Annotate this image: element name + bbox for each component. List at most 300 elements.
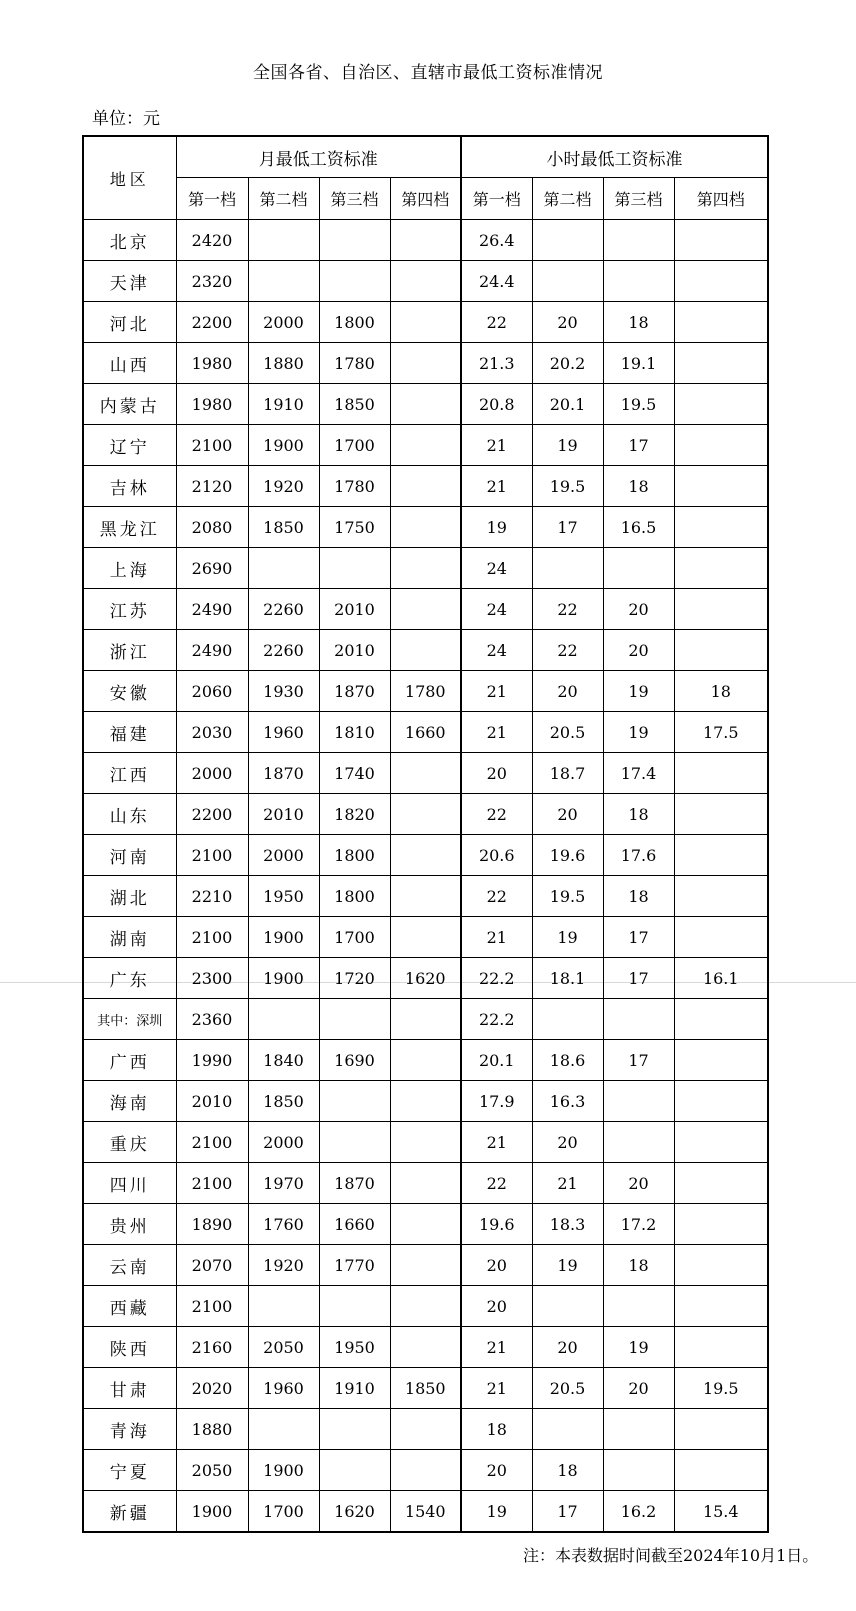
hourly-tier-4-cell — [674, 1409, 768, 1450]
hourly-tier-4-cell — [674, 589, 768, 630]
footnote: 注：本表数据时间截至2024年10月1日。 — [523, 1546, 819, 1565]
monthly-tier-1-cell: 1990 — [176, 1040, 248, 1081]
hourly-tier-2-cell — [532, 999, 603, 1040]
hourly-tier-2-cell: 19.6 — [532, 835, 603, 876]
region-cell: 贵州 — [83, 1204, 176, 1245]
hourly-tier-1-cell: 19 — [461, 1491, 532, 1533]
hourly-tier-3-cell: 18 — [603, 876, 674, 917]
region-cell: 新疆 — [83, 1491, 176, 1533]
hourly-tier-3-cell: 18 — [603, 1245, 674, 1286]
hourly-tier-1-cell: 22 — [461, 302, 532, 343]
monthly-tier-2-cell: 1700 — [248, 1491, 319, 1533]
hourly-tier-2-cell: 22 — [532, 630, 603, 671]
hourly-tier-3-cell: 17.4 — [603, 753, 674, 794]
hourly-tier-4-cell — [674, 1450, 768, 1491]
hourly-tier-4-cell — [674, 261, 768, 302]
table-row — [83, 1327, 768, 1368]
hourly-tier-1-cell: 26.4 — [461, 220, 532, 261]
monthly-tier-2-cell: 1840 — [248, 1040, 319, 1081]
hourly-tier-4-cell — [674, 794, 768, 835]
hourly-tier-2-cell — [532, 220, 603, 261]
monthly-tier-2-cell: 2050 — [248, 1327, 319, 1368]
monthly-tier-1-cell: 1890 — [176, 1204, 248, 1245]
hourly-tier-3-cell: 19 — [603, 712, 674, 753]
monthly-tier-4-cell: 1850 — [390, 1368, 461, 1409]
monthly-tier-1-cell: 2300 — [176, 958, 248, 999]
hourly-tier-3-cell — [603, 1081, 674, 1122]
hourly-tier-2-cell: 17 — [532, 507, 603, 548]
hourly-tier-1-cell: 20 — [461, 1450, 532, 1491]
hourly-tier-1-cell: 22 — [461, 876, 532, 917]
region-cell: 山东 — [83, 794, 176, 835]
table-row — [83, 425, 768, 466]
region-cell: 云南 — [83, 1245, 176, 1286]
hourly-tier-4-cell — [674, 1040, 768, 1081]
monthly-tier-4-cell — [390, 507, 461, 548]
monthly-tier-2-cell: 1760 — [248, 1204, 319, 1245]
table-row — [83, 917, 768, 958]
monthly-tier-2-cell: 1970 — [248, 1163, 319, 1204]
monthly-tier-4-cell — [390, 753, 461, 794]
table-row — [83, 712, 768, 753]
hourly-tier-2-cell: 19 — [532, 917, 603, 958]
hourly-tier-2-cell: 18.1 — [532, 958, 603, 999]
region-cell: 湖北 — [83, 876, 176, 917]
monthly-tier-4-cell — [390, 589, 461, 630]
monthly-tier-3-cell: 2010 — [319, 630, 390, 671]
hourly-tier-4-cell: 16.1 — [674, 958, 768, 999]
monthly-tier-1-cell: 2100 — [176, 425, 248, 466]
monthly-tier-2-cell: 1870 — [248, 753, 319, 794]
hourly-tier-1-cell: 22.2 — [461, 958, 532, 999]
hourly-tier-3-cell: 17 — [603, 1040, 674, 1081]
hourly-tier-2-cell: 19 — [532, 425, 603, 466]
monthly-tier-2-cell — [248, 261, 319, 302]
monthly-tier-4-cell — [390, 794, 461, 835]
hourly-tier-3-cell — [603, 1450, 674, 1491]
monthly-tier-3-cell: 1740 — [319, 753, 390, 794]
monthly-tier-4-cell — [390, 1286, 461, 1327]
hourly-tier-1-cell: 20.6 — [461, 835, 532, 876]
monthly-tier-2-cell: 1960 — [248, 1368, 319, 1409]
table-row — [83, 1081, 768, 1122]
monthly-tier-3-cell: 1780 — [319, 466, 390, 507]
hourly-tier-4-cell — [674, 630, 768, 671]
region-cell: 湖南 — [83, 917, 176, 958]
monthly-tier-3-cell: 1820 — [319, 794, 390, 835]
hourly-tier-1-cell: 24 — [461, 548, 532, 589]
monthly-tier-1-cell: 2080 — [176, 507, 248, 548]
hourly-tier-2-cell: 19 — [532, 1245, 603, 1286]
monthly-tier-4-cell: 1620 — [390, 958, 461, 999]
monthly-tier-4-cell — [390, 261, 461, 302]
hourly-tier-4-cell — [674, 1286, 768, 1327]
monthly-tier-3-cell: 1770 — [319, 1245, 390, 1286]
hourly-tier-3-cell: 16.5 — [603, 507, 674, 548]
monthly-tier-4-cell — [390, 1122, 461, 1163]
monthly-tier-2-cell: 2000 — [248, 1122, 319, 1163]
region-cell: 山西 — [83, 343, 176, 384]
hourly-tier-2-cell — [532, 548, 603, 589]
monthly-tier-1-cell: 1900 — [176, 1491, 248, 1533]
hourly-tier-2-cell: 20.5 — [532, 712, 603, 753]
hourly-tier-1-cell: 17.9 — [461, 1081, 532, 1122]
monthly-tier-4-cell: 1660 — [390, 712, 461, 753]
monthly-tier-1-cell: 2210 — [176, 876, 248, 917]
hourly-tier-3-cell: 20 — [603, 1368, 674, 1409]
hourly-tier-1-cell: 22 — [461, 1163, 532, 1204]
monthly-tier-2-cell — [248, 999, 319, 1040]
region-cell: 广东 — [83, 958, 176, 999]
region-cell: 重庆 — [83, 1122, 176, 1163]
table-row — [83, 1491, 768, 1533]
table-row — [83, 589, 768, 630]
monthly-tier-3-cell: 1620 — [319, 1491, 390, 1533]
hourly-tier-3-cell: 19 — [603, 1327, 674, 1368]
monthly-tier-2-cell: 2260 — [248, 589, 319, 630]
monthly-tier-4-cell — [390, 220, 461, 261]
hourly-tier-4-cell — [674, 425, 768, 466]
monthly-tier-3-cell — [319, 1081, 390, 1122]
region-cell: 吉林 — [83, 466, 176, 507]
monthly-tier-1-header: 第一档 — [176, 178, 248, 220]
hourly-tier-3-cell — [603, 220, 674, 261]
hourly-tier-1-cell: 21.3 — [461, 343, 532, 384]
minimum-wage-table — [82, 135, 769, 1533]
hourly-tier-3-cell: 19 — [603, 671, 674, 712]
monthly-tier-4-cell — [390, 876, 461, 917]
hourly-tier-4-cell — [674, 507, 768, 548]
hourly-tier-3-cell — [603, 548, 674, 589]
hourly-tier-4-cell — [674, 466, 768, 507]
hourly-tier-2-cell: 18.3 — [532, 1204, 603, 1245]
hourly-tier-1-cell: 21 — [461, 1122, 532, 1163]
hourly-tier-2-cell — [532, 261, 603, 302]
monthly-tier-2-cell: 1900 — [248, 425, 319, 466]
monthly-tier-1-cell: 2360 — [176, 999, 248, 1040]
hourly-tier-3-cell: 20 — [603, 630, 674, 671]
hourly-tier-1-cell: 19 — [461, 507, 532, 548]
monthly-tier-1-cell: 2200 — [176, 302, 248, 343]
monthly-tier-3-cell: 1800 — [319, 302, 390, 343]
hourly-tier-2-header: 第二档 — [532, 178, 603, 220]
hourly-tier-1-cell: 24 — [461, 589, 532, 630]
hourly-tier-1-cell: 20.1 — [461, 1040, 532, 1081]
hourly-tier-1-cell: 19.6 — [461, 1204, 532, 1245]
monthly-tier-2-cell — [248, 1409, 319, 1450]
monthly-tier-1-cell: 2030 — [176, 712, 248, 753]
table-row — [83, 1245, 768, 1286]
table-row — [83, 835, 768, 876]
hourly-tier-3-cell — [603, 1409, 674, 1450]
hourly-tier-4-cell: 15.4 — [674, 1491, 768, 1533]
monthly-tier-1-cell: 2690 — [176, 548, 248, 589]
hourly-tier-2-cell: 20 — [532, 1122, 603, 1163]
monthly-tier-4-cell — [390, 630, 461, 671]
hourly-tier-4-cell — [674, 302, 768, 343]
hourly-tier-1-cell: 21 — [461, 917, 532, 958]
hourly-tier-3-cell: 19.5 — [603, 384, 674, 425]
monthly-tier-1-cell: 2100 — [176, 1286, 248, 1327]
monthly-tier-2-cell: 2010 — [248, 794, 319, 835]
hourly-tier-2-cell: 20.2 — [532, 343, 603, 384]
hourly-tier-3-cell: 17 — [603, 958, 674, 999]
hourly-tier-2-cell: 20 — [532, 794, 603, 835]
hourly-tier-4-cell: 18 — [674, 671, 768, 712]
monthly-tier-3-cell: 1700 — [319, 917, 390, 958]
monthly-tier-4-cell — [390, 343, 461, 384]
monthly-tier-3-cell: 1810 — [319, 712, 390, 753]
monthly-tier-1-cell: 1880 — [176, 1409, 248, 1450]
hourly-tier-3-cell: 20 — [603, 1163, 674, 1204]
monthly-tier-4-cell — [390, 1204, 461, 1245]
hourly-tier-3-cell — [603, 261, 674, 302]
monthly-tier-4-cell — [390, 1163, 461, 1204]
table-row — [83, 1450, 768, 1491]
region-cell: 其中：深圳 — [83, 999, 176, 1040]
hourly-tier-4-cell — [674, 999, 768, 1040]
monthly-tier-2-cell: 1900 — [248, 1450, 319, 1491]
monthly-tier-4-cell — [390, 1040, 461, 1081]
monthly-tier-1-cell: 2050 — [176, 1450, 248, 1491]
region-cell: 上海 — [83, 548, 176, 589]
monthly-tier-2-cell: 1960 — [248, 712, 319, 753]
hourly-tier-3-cell: 18 — [603, 302, 674, 343]
hourly-tier-4-cell — [674, 1163, 768, 1204]
region-cell: 浙江 — [83, 630, 176, 671]
monthly-tier-2-cell: 1900 — [248, 917, 319, 958]
monthly-tier-1-cell: 2100 — [176, 1163, 248, 1204]
table-row — [83, 958, 768, 999]
hourly-tier-4-cell — [674, 548, 768, 589]
table-row — [83, 1122, 768, 1163]
monthly-tier-2-cell: 1900 — [248, 958, 319, 999]
monthly-tier-1-cell: 2490 — [176, 630, 248, 671]
monthly-tier-3-cell: 1720 — [319, 958, 390, 999]
hourly-tier-4-cell — [674, 220, 768, 261]
monthly-tier-3-cell: 1750 — [319, 507, 390, 548]
monthly-tier-1-cell: 1980 — [176, 343, 248, 384]
monthly-tier-3-cell: 1800 — [319, 876, 390, 917]
monthly-tier-2-header: 第二档 — [248, 178, 319, 220]
hourly-tier-1-cell: 20 — [461, 753, 532, 794]
region-cell: 青海 — [83, 1409, 176, 1450]
hourly-tier-2-cell: 20.5 — [532, 1368, 603, 1409]
hourly-tier-1-cell: 21 — [461, 712, 532, 753]
hourly-tier-1-header: 第一档 — [461, 178, 532, 220]
region-cell: 西藏 — [83, 1286, 176, 1327]
monthly-tier-3-cell: 1780 — [319, 343, 390, 384]
region-cell: 河北 — [83, 302, 176, 343]
monthly-tier-3-cell: 2010 — [319, 589, 390, 630]
hourly-tier-4-cell — [674, 835, 768, 876]
unit-label: 单位：元 — [92, 109, 160, 129]
hourly-tier-3-cell: 17.2 — [603, 1204, 674, 1245]
region-cell: 江苏 — [83, 589, 176, 630]
monthly-tier-3-cell — [319, 1450, 390, 1491]
region-cell: 安徽 — [83, 671, 176, 712]
monthly-tier-4-cell — [390, 384, 461, 425]
table-row — [83, 220, 768, 261]
monthly-tier-4-cell: 1780 — [390, 671, 461, 712]
monthly-tier-2-cell: 1850 — [248, 1081, 319, 1122]
region-cell: 辽宁 — [83, 425, 176, 466]
monthly-tier-2-cell — [248, 220, 319, 261]
table-row — [83, 630, 768, 671]
hourly-tier-4-cell — [674, 1081, 768, 1122]
hourly-tier-1-cell: 20 — [461, 1245, 532, 1286]
region-cell: 内蒙古 — [83, 384, 176, 425]
region-cell: 北京 — [83, 220, 176, 261]
hourly-tier-2-cell: 19.5 — [532, 466, 603, 507]
monthly-tier-4-cell — [390, 1327, 461, 1368]
monthly-tier-3-cell: 1910 — [319, 1368, 390, 1409]
monthly-tier-4-cell — [390, 302, 461, 343]
hourly-tier-3-cell: 20 — [603, 589, 674, 630]
monthly-tier-3-cell: 1850 — [319, 384, 390, 425]
monthly-tier-3-cell: 1700 — [319, 425, 390, 466]
hourly-tier-2-cell — [532, 1409, 603, 1450]
document-title: 全国各省、自治区、直辖市最低工资标准情况 — [253, 63, 603, 83]
monthly-tier-1-cell: 2070 — [176, 1245, 248, 1286]
hourly-tier-3-cell: 19.1 — [603, 343, 674, 384]
monthly-tier-3-cell — [319, 1409, 390, 1450]
monthly-tier-1-cell: 2000 — [176, 753, 248, 794]
monthly-tier-4-cell — [390, 548, 461, 589]
table-row — [83, 343, 768, 384]
hourly-tier-3-header: 第三档 — [603, 178, 674, 220]
monthly-tier-3-cell: 1950 — [319, 1327, 390, 1368]
hourly-tier-2-cell: 21 — [532, 1163, 603, 1204]
monthly-tier-4-cell — [390, 425, 461, 466]
region-cell: 天津 — [83, 261, 176, 302]
monthly-tier-3-cell: 1660 — [319, 1204, 390, 1245]
hourly-tier-2-cell: 16.3 — [532, 1081, 603, 1122]
hourly-tier-1-cell: 21 — [461, 466, 532, 507]
hourly-tier-3-cell — [603, 1122, 674, 1163]
monthly-tier-3-cell: 1800 — [319, 835, 390, 876]
monthly-tier-4-cell: 1540 — [390, 1491, 461, 1533]
monthly-tier-1-cell: 2160 — [176, 1327, 248, 1368]
monthly-tier-1-cell: 2490 — [176, 589, 248, 630]
monthly-tier-1-cell: 2120 — [176, 466, 248, 507]
hourly-tier-1-cell: 21 — [461, 425, 532, 466]
hourly-tier-4-cell — [674, 753, 768, 794]
table-row — [83, 999, 768, 1040]
hourly-tier-3-cell — [603, 999, 674, 1040]
region-header: 地区 — [83, 136, 176, 220]
hourly-tier-2-cell: 18.7 — [532, 753, 603, 794]
region-cell: 广西 — [83, 1040, 176, 1081]
table-row — [83, 384, 768, 425]
table-row — [83, 548, 768, 589]
hourly-tier-3-cell: 17 — [603, 425, 674, 466]
table-row — [83, 1204, 768, 1245]
monthly-tier-1-cell: 2100 — [176, 835, 248, 876]
hourly-tier-4-cell — [674, 1245, 768, 1286]
hourly-header: 小时最低工资标准 — [461, 136, 768, 178]
hourly-tier-3-cell: 18 — [603, 466, 674, 507]
table-row — [83, 876, 768, 917]
hourly-tier-1-cell: 21 — [461, 671, 532, 712]
monthly-tier-3-cell: 1690 — [319, 1040, 390, 1081]
hourly-tier-4-cell — [674, 384, 768, 425]
monthly-tier-3-cell — [319, 261, 390, 302]
region-cell: 江西 — [83, 753, 176, 794]
hourly-tier-2-cell: 17 — [532, 1491, 603, 1533]
monthly-tier-3-cell — [319, 999, 390, 1040]
monthly-tier-2-cell: 1910 — [248, 384, 319, 425]
table-row — [83, 1040, 768, 1081]
monthly-tier-2-cell: 1920 — [248, 1245, 319, 1286]
monthly-tier-3-cell: 1870 — [319, 671, 390, 712]
hourly-tier-2-cell: 18 — [532, 1450, 603, 1491]
monthly-tier-1-cell: 2020 — [176, 1368, 248, 1409]
hourly-tier-4-cell — [674, 876, 768, 917]
monthly-tier-4-cell — [390, 1409, 461, 1450]
hourly-tier-1-cell: 24.4 — [461, 261, 532, 302]
hourly-tier-1-cell: 20.8 — [461, 384, 532, 425]
monthly-tier-4-cell — [390, 1245, 461, 1286]
monthly-tier-3-header: 第三档 — [319, 178, 390, 220]
hourly-tier-1-cell: 22 — [461, 794, 532, 835]
region-cell: 陕西 — [83, 1327, 176, 1368]
table-row — [83, 261, 768, 302]
hourly-tier-2-cell: 22 — [532, 589, 603, 630]
table-row — [83, 466, 768, 507]
monthly-tier-3-cell — [319, 548, 390, 589]
table-row — [83, 1409, 768, 1450]
monthly-tier-1-cell: 2200 — [176, 794, 248, 835]
monthly-tier-3-cell: 1870 — [319, 1163, 390, 1204]
hourly-tier-4-cell — [674, 343, 768, 384]
monthly-tier-1-cell: 2010 — [176, 1081, 248, 1122]
hourly-tier-4-cell: 17.5 — [674, 712, 768, 753]
hourly-tier-3-cell: 18 — [603, 794, 674, 835]
hourly-tier-2-cell — [532, 1286, 603, 1327]
monthly-tier-1-cell: 1980 — [176, 384, 248, 425]
hourly-tier-2-cell: 19.5 — [532, 876, 603, 917]
hourly-tier-2-cell: 18.6 — [532, 1040, 603, 1081]
monthly-tier-4-cell — [390, 917, 461, 958]
monthly-tier-2-cell: 1850 — [248, 507, 319, 548]
hourly-tier-1-cell: 18 — [461, 1409, 532, 1450]
monthly-tier-4-cell — [390, 1081, 461, 1122]
monthly-tier-1-cell: 2420 — [176, 220, 248, 261]
region-cell: 河南 — [83, 835, 176, 876]
hourly-tier-1-cell: 24 — [461, 630, 532, 671]
hourly-tier-2-cell: 20 — [532, 671, 603, 712]
table-row — [83, 1163, 768, 1204]
region-cell: 四川 — [83, 1163, 176, 1204]
monthly-tier-4-cell — [390, 835, 461, 876]
hourly-tier-1-cell: 21 — [461, 1368, 532, 1409]
hourly-tier-4-cell — [674, 1327, 768, 1368]
hourly-tier-2-cell: 20 — [532, 302, 603, 343]
hourly-tier-3-cell: 17 — [603, 917, 674, 958]
monthly-tier-4-cell — [390, 999, 461, 1040]
hourly-tier-2-cell: 20 — [532, 1327, 603, 1368]
region-cell: 福建 — [83, 712, 176, 753]
monthly-tier-1-cell: 2100 — [176, 917, 248, 958]
monthly-tier-2-cell — [248, 548, 319, 589]
table-row — [83, 794, 768, 835]
hourly-tier-3-cell — [603, 1286, 674, 1327]
monthly-tier-2-cell: 2000 — [248, 835, 319, 876]
monthly-tier-2-cell — [248, 1286, 319, 1327]
monthly-tier-2-cell: 1920 — [248, 466, 319, 507]
hourly-tier-1-cell: 21 — [461, 1327, 532, 1368]
